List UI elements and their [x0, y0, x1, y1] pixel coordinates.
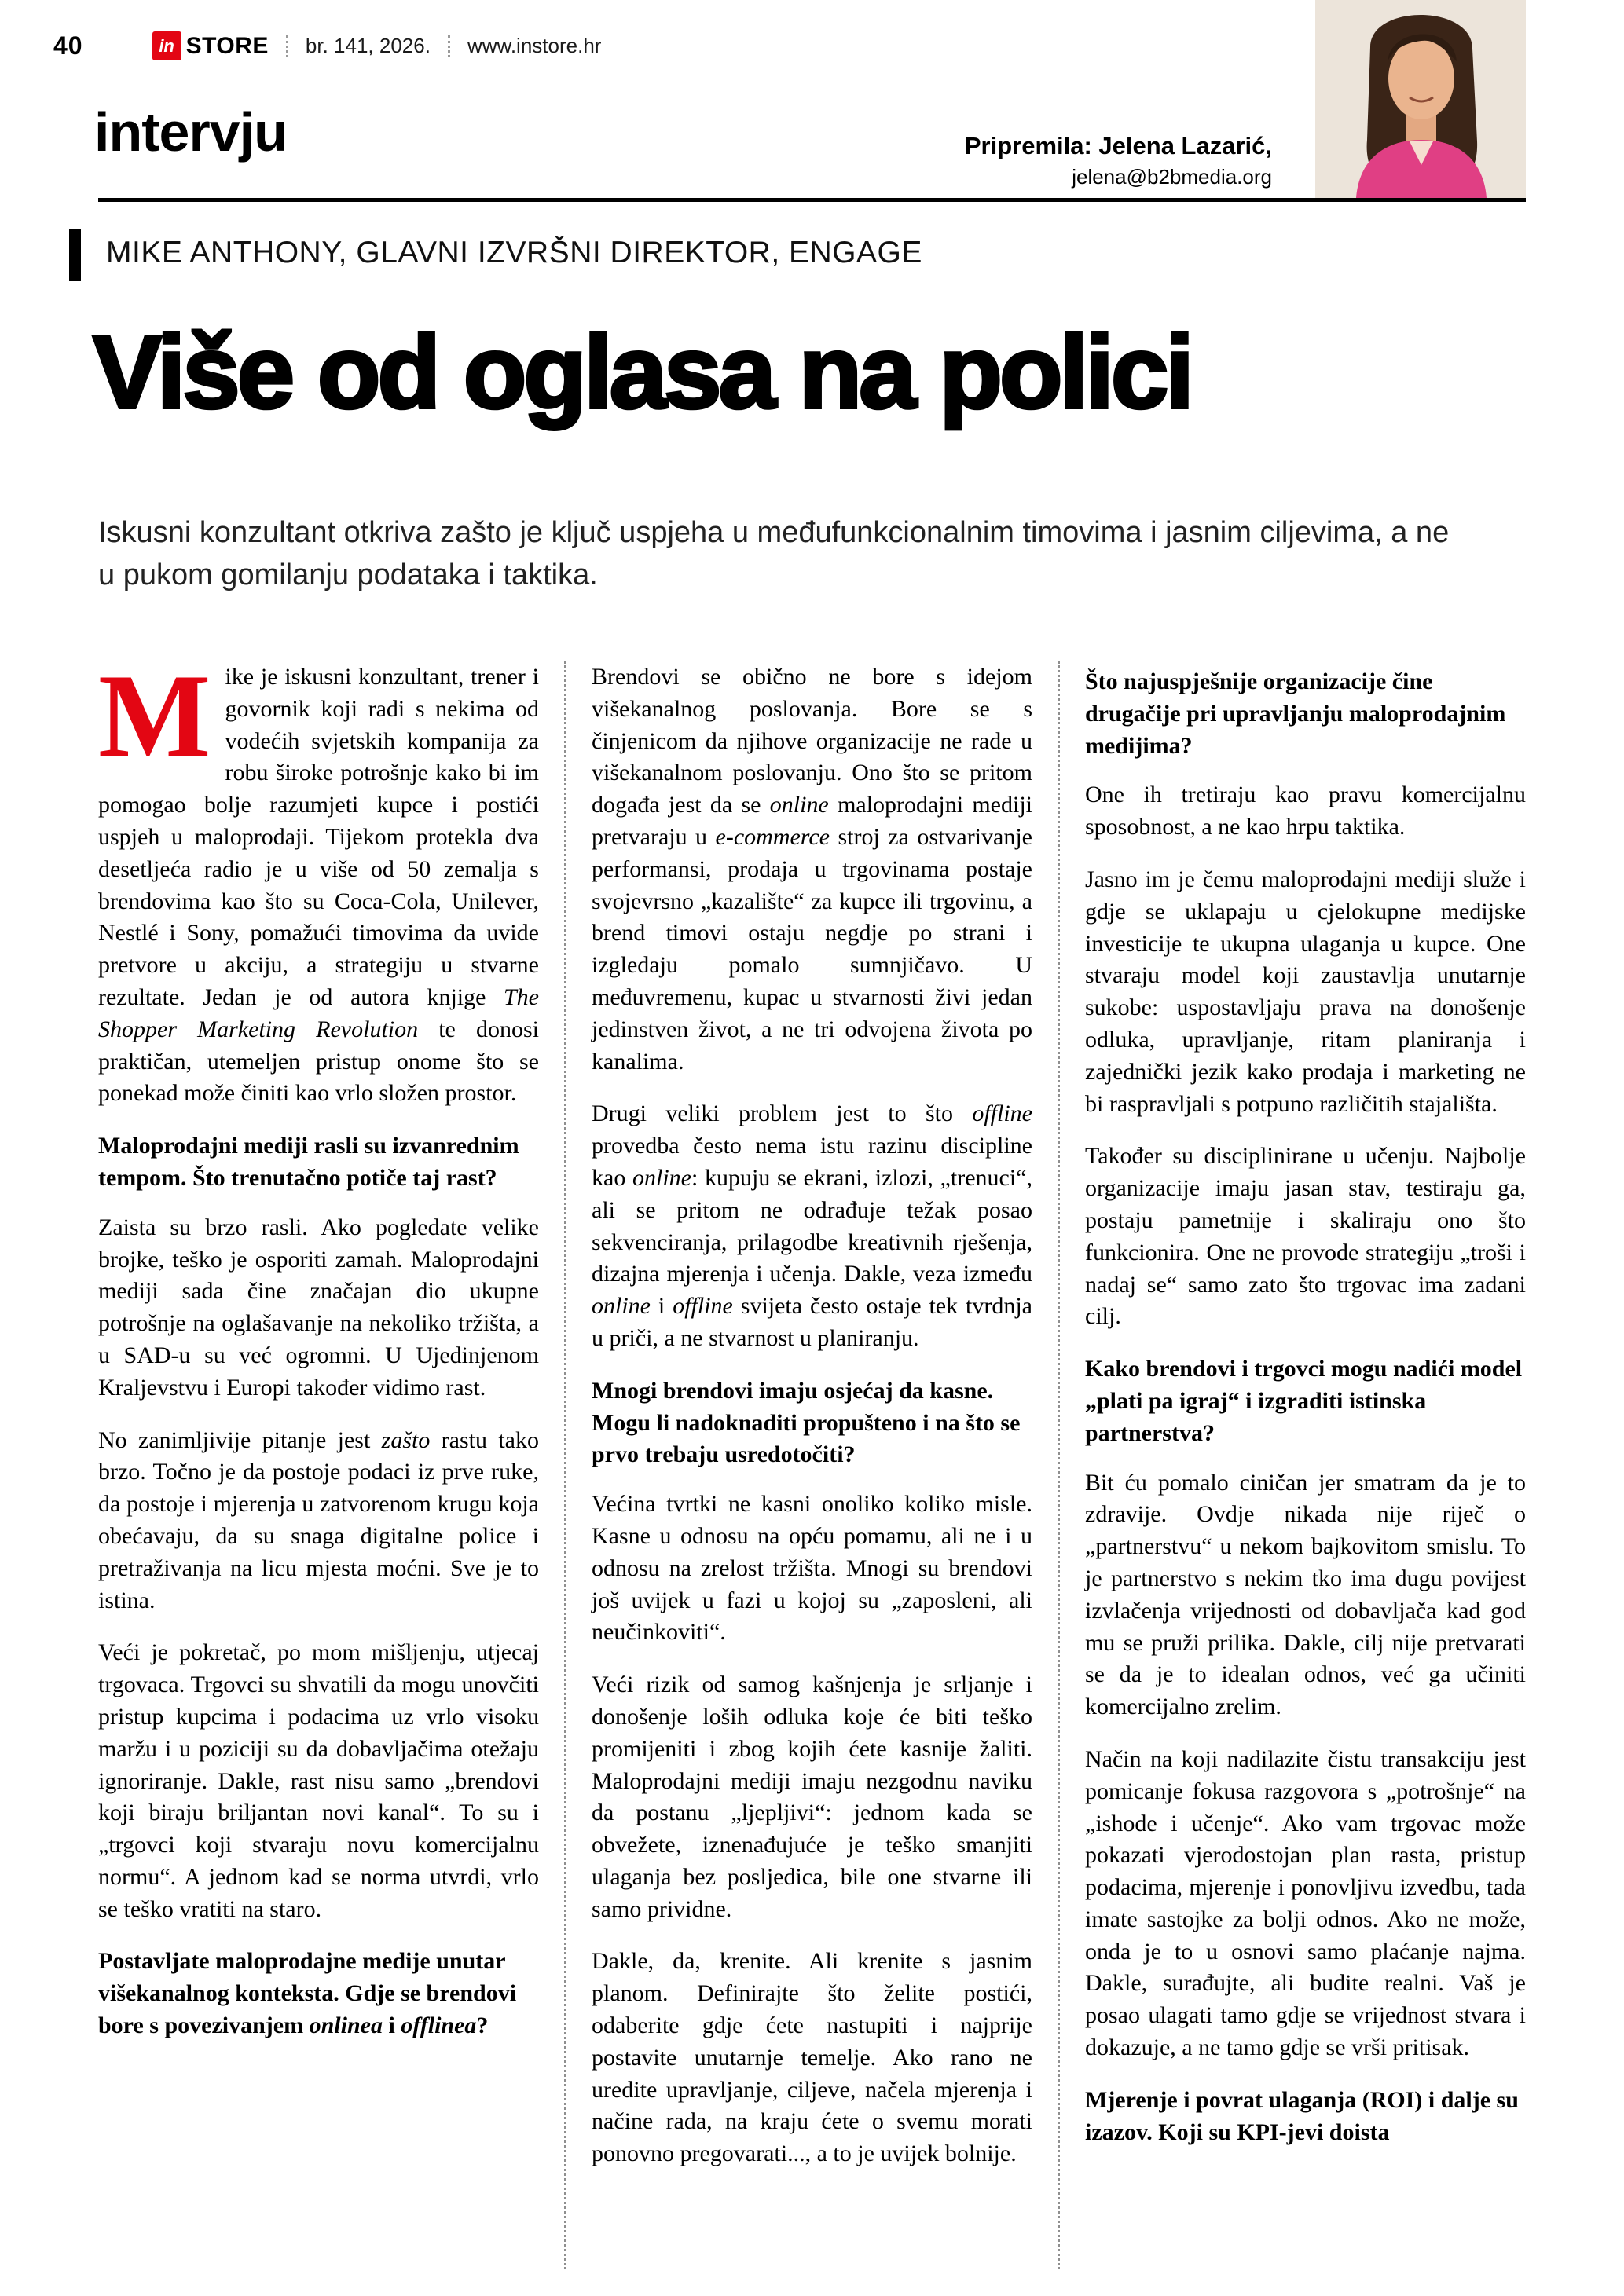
- author-photo-image: [1315, 0, 1526, 198]
- article-lead: Iskusni konzultant otkriva zašto je ključ uspjeha u međufunkcionalnim timovima i jasnim ciljevima, a ne u pukom gomilanju podataka i taktika.: [98, 516, 1450, 591]
- header-separator: [286, 35, 288, 57]
- page-header: [53, 31, 601, 60]
- credit-name: Pripremila: Jelena Lazarić,: [964, 132, 1272, 159]
- instore-logo: [152, 31, 269, 60]
- body-paragraph: Veći rizik od samog kašnjenja je srljanje i donošenje loših odluka koje će biti teško promijeniti i zbog kojih ćete kasnije žaliti. Maloprodajni mediji imaju nezgodnu naviku da postanu „ljepljivi“: jednom kada se obvežete, iznenađujuće je teško smanjiti ulaganja bez posljedica, bile one stvarne ili samo prividne.: [592, 1672, 1032, 1922]
- author-photo: [1315, 0, 1526, 198]
- body-paragraph: Mike je iskusni konzultant, trener i govornik koji radi s nekima od vodećih svjetskih kompanija za robu široke potrošnje kako bi im pomogao bolje razumjeti kupce i postići uspjeh u maloprodaji. Tijekom protekla dva desetljeća radio je u više od 50 zemalja s brendovima kao što su Coca-Cola, Unilever, Nestlé i Sony, pomažući timovima da uvide pretvore u akciju, a strategiju u stvarne rezultate. Jedan je od autora knjige The Shopper Marketing Revolution te donosi praktičan, utemeljen pristup onome što se ponekad može činiti kao vrlo složen prostor.: [98, 661, 539, 1107]
- article-column-3: [1085, 661, 1526, 2269]
- kicker-row: [69, 229, 922, 281]
- interview-question: Maloprodajni mediji rasli su izvanrednim tempom. Što trenutačno potiče taj rast?: [98, 1133, 519, 1191]
- section-title: intervju: [94, 101, 287, 163]
- body-paragraph: Bit ću pomalo ciničan jer smatram da je to zdravije. Ovdje nikada nije riječ o „partnerstvu“ u nekom bajkovitom smislu. To je partnerstvo s nekim tko ima dugu povijest izvlačenja vrijednosti od dobavljača kad god mu se pruži prilika. Dakle, cilj nije pretvarati se da je to idealan odnos, već ga učiniti komercijalno zrelim.: [1085, 1469, 1526, 1720]
- drop-cap: M: [98, 661, 211, 782]
- interview-question: Što najuspješnije organizacije čine drugačije pri upravljanju maloprodajnim medijima?: [1085, 668, 1506, 759]
- article-column-1: [98, 661, 539, 2269]
- column-divider: [1058, 661, 1060, 2269]
- header-rule: [98, 198, 1526, 202]
- instore-logo-icon: in: [152, 31, 181, 60]
- header-separator: [448, 35, 450, 57]
- body-paragraph: Veći je pokretač, po mom mišljenju, utjecaj trgovaca. Trgovci su shvatili da mogu unovčiti pristup kupcima i podacima uz vrlo visoku maržu i u poziciji su da dobavljačima otežaju ignoriranje. Dakle, rast nisu samo „brendovi koji biraju briljantan novi kanal“. To su i „trgovci koji stvaraju novu komercijalnu normu“. A jednom kad se norma utvrdi, vrlo se teško vratiti na staro.: [98, 1639, 539, 1922]
- column-divider: [564, 661, 566, 2269]
- body-paragraph: Također su disciplinirane u učenju. Najbolje organizacije imaju jasan stav, testiraju ga, postaju pametnije i skaliraju ono što funkcionira. One ne provode strategiju „troši i nadaj se“ samo zato što trgovac ima zadani cilj.: [1085, 1143, 1526, 1330]
- interview-question: Mjerenje i povrat ulaganja (ROI) i dalje su izazov. Koji su KPI-jevi doista: [1085, 2086, 1519, 2145]
- body-paragraph: Većina tvrtki ne kasni onoliko koliko misle. Kasne u odnosu na opću pomamu, ali ne i u odnosu na zrelost tržišta. Mnogi su brendovi još uvijek u fazi u kojoj su „zaposleni, ali neučinkoviti“.: [592, 1491, 1032, 1646]
- issue-number: br. 141, 2026.: [305, 34, 431, 57]
- page-number: 40: [53, 31, 83, 60]
- body-paragraph: Način na koji nadilazite čistu transakciju jest pomicanje fokusa razgovora s „potrošnje“ na „ishode i učenje“. Ako vam trgovac može pokazati vjerodostojan plan rasta, pristup podacima, mjerenje i ponovljivu izvedbu, tada imate sastojke za bolji odnos. Ako ne može, onda je to u osnovi samo plaćanje najma. Dakle, surađujte, ali budite realni. Vaš je posao ulagati tamo gdje se vrijednost stvara i dokazuje, a ne tamo gdje se vrši pritisak.: [1085, 1745, 1526, 2061]
- author-credits: [965, 132, 1272, 189]
- body-paragraph: One ih tretiraju kao pravu komercijalnu sposobnost, a ne kao hrpu taktika.: [1085, 782, 1526, 840]
- body-paragraph: Brendovi se obično ne bore s idejom višekanalnog poslovanja. Bore se s činjenicom da njihove organizacije ne rade u višekanalnom poslovanju. Ono što se pritom događa jest da se online maloprodajni mediji pretvaraju u e-commerce stroj za ostvarivanje performansi, prodaja u trgovinama postaje svojevrsno „kazalište“ za kupce ili trgovinu, a brend timovi ostaju negdje po strani i izgledaju pomalo sumnjičavo. U međuvremenu, kupac u stvarnosti živi jedan jedinstven život, a ne tri odvojena života po kanalima.: [592, 664, 1032, 1075]
- article-headline: Više od oglasa na polici: [93, 314, 1192, 430]
- website-url: www.instore.hr: [467, 34, 602, 57]
- body-paragraph: Jasno im je čemu maloprodajni mediji služe i gdje se uklapaju u cjelokupne medijske investicije te ukupna ulaganja u kupce. One stvaraju model koji zaustavlja unutarnje sukobe: uspostavljaju prava na donošenje odluka, upravljanje, ritam planiranja i zajednički jezik kako prodaja i marketing ne bi raspravljali s potpuno različitih stajališta.: [1085, 866, 1526, 1117]
- body-paragraph: Dakle, da, krenite. Ali krenite s jasnim planom. Definirajte što želite postići, odaberite gdje ćete nastupiti i najprije postavite unutarnje temelje. Ako rano ne uredite upravljanje, ciljeve, načela mjerenja i načine rada, na kraju ćete o svemu morati ponovno pregovarati..., a to je uvijek bolnije.: [592, 1948, 1032, 2167]
- credit-email: jelena@b2bmedia.org: [1072, 165, 1272, 189]
- kicker-bar: [69, 229, 81, 281]
- instore-logo-text: STORE: [185, 32, 269, 59]
- body-paragraph: Drugi veliki problem jest to što offline provedba često nema istu razinu discipline kao online: kupuju se ekrani, izlozi, „trenuci“, ali se pritom ne odrađuje težak posao sekvenciranja, prilagodbe kreativnih rješenja, dizajna mjerenja i učenja. Dakle, veza između online i offline svijeta često ostaje tek tvrdnja u priči, a ne stvarnost u planiranju.: [592, 1100, 1032, 1351]
- interview-question: Postavljate maloprodajne medije unutar višekanalnog konteksta. Gdje se brendovi bore s povezivanjem onlinea i offlinea?: [98, 1948, 517, 2039]
- body-paragraph: Zaista su brzo rasli. Ako pogledate velike brojke, teško je osporiti zamah. Maloprodajni mediji sada čine značajan dio ukupne potrošnje na oglašavanje na nekoliko tržišta, a u SAD-u su već ogromni. U Ujedinjenom Kraljevstvu i Europi također vidimo rast.: [98, 1214, 539, 1401]
- article-column-2: [592, 661, 1032, 2269]
- article-body: [98, 661, 1526, 2269]
- body-paragraph: No zanimljivije pitanje jest zašto rastu tako brzo. Točno je da postoje podaci iz prve ruke, da postoje i mjerenja u zatvorenom krugu koja obećavaju, da su snaga digitalne police i pretraživanja na licu mjesta moćni. Sve je to istina.: [98, 1426, 539, 1613]
- article-kicker: MIKE ANTHONY, GLAVNI IZVRŠNI DIREKTOR, ENGAGE: [106, 236, 922, 269]
- interview-question: Kako brendovi i trgovci mogu nadići model „plati pa igraj“ i izgraditi istinska partnerstva?: [1085, 1356, 1523, 1446]
- interview-question: Mnogi brendovi imaju osjećaj da kasne. Mogu li nadoknaditi propušteno i na što se prvo trebaju usredotočiti?: [592, 1377, 1021, 1468]
